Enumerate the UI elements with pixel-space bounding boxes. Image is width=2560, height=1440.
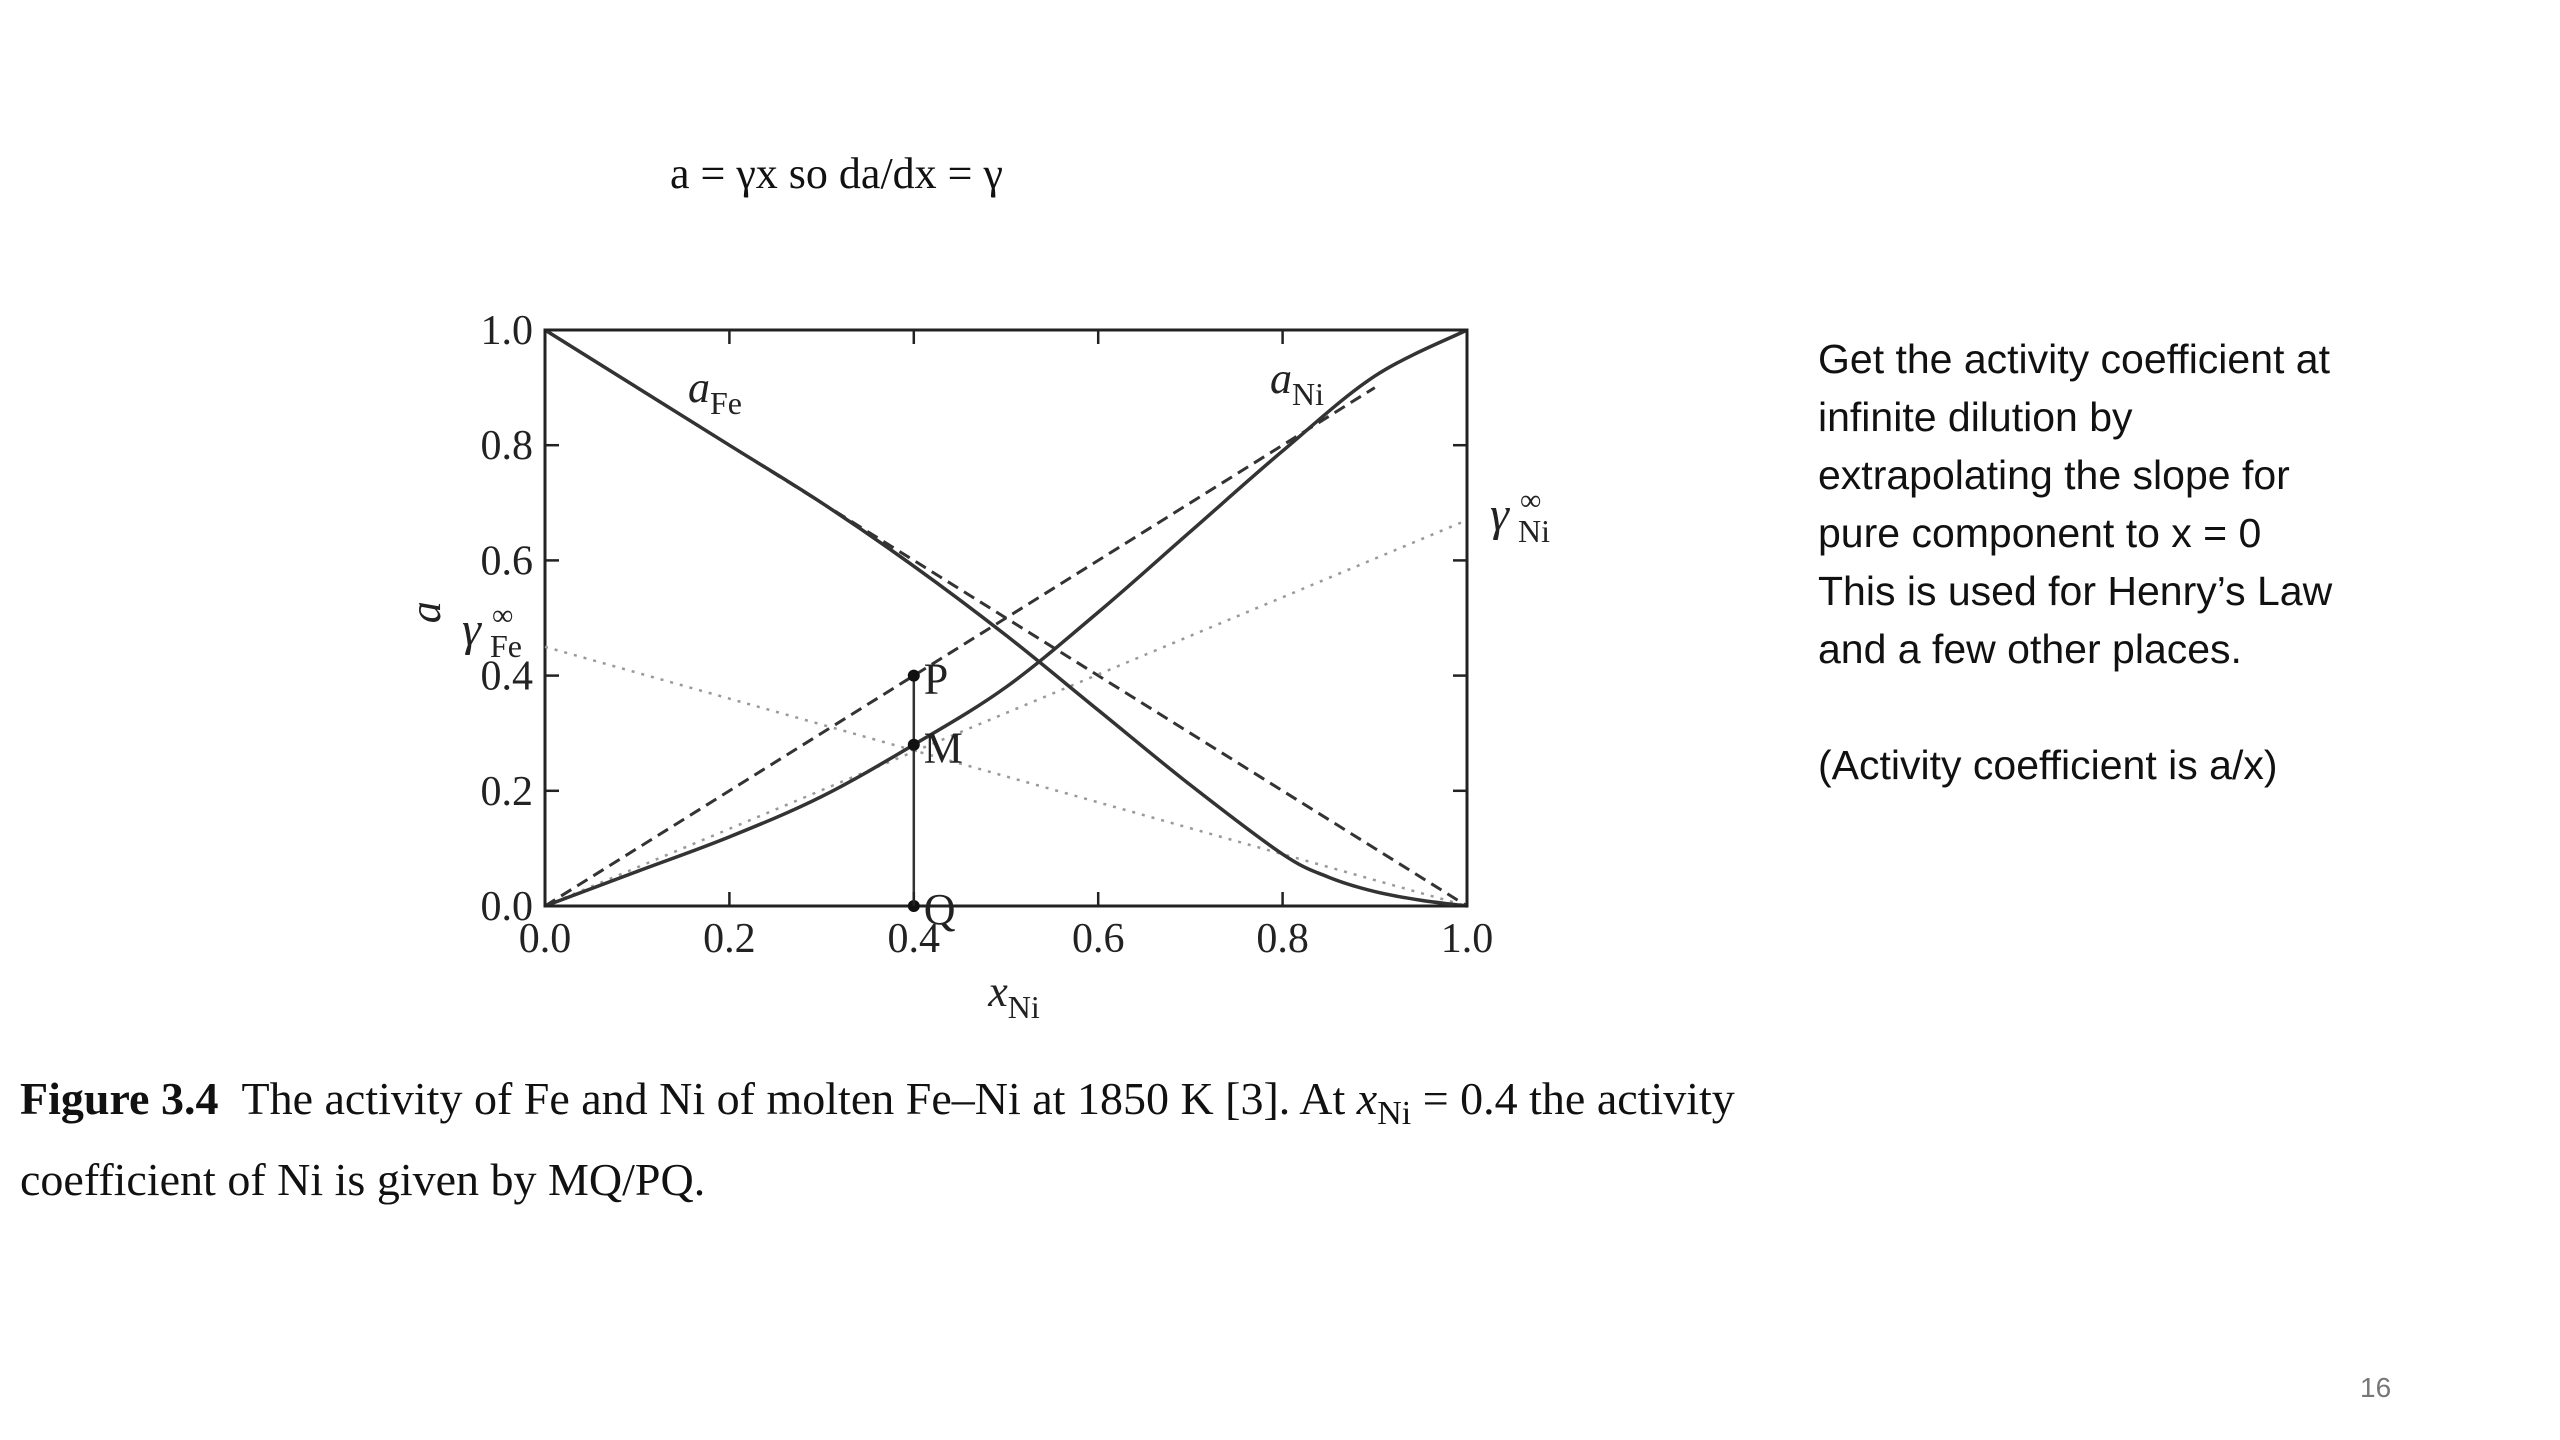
point-label-m: M (923, 723, 963, 773)
y-tick-label: 1.0 (480, 308, 533, 354)
note-line: infinite dilution by (1818, 394, 2133, 440)
caption-x-symbol: x (1356, 1073, 1378, 1124)
y-tick-label: 0.6 (480, 538, 533, 585)
figure-label: Figure 3.4 (20, 1073, 219, 1124)
ref-line-raoult-line-ni (545, 388, 1375, 906)
caption-text-2: = 0.4 the activity (1411, 1073, 1735, 1124)
x-tick-label: 1.0 (1440, 916, 1494, 962)
y-tick-label: 0.4 (480, 653, 533, 700)
note-spacer (1818, 678, 2498, 736)
gamma-superscript: ∞ (492, 599, 514, 632)
point-p (908, 670, 920, 682)
series-label-a-fe: $a_{Fe}$ (688, 363, 742, 421)
pq-segment-group (908, 670, 920, 912)
series-label-a-ni: $a_{Ni}$ (1270, 354, 1324, 412)
gamma-label-gamma-inf-ni (1490, 484, 1550, 549)
y-tick-label: 0.2 (480, 768, 533, 815)
point-m (908, 739, 920, 751)
point-label-p: P (923, 654, 949, 704)
gamma-label-gamma-inf-fe (462, 599, 522, 664)
gamma-symbol: γ (462, 603, 481, 656)
note-line: and a few other places. (1818, 626, 2242, 672)
x-axis-label: $x_{Ni}$ (988, 967, 1040, 1025)
ref-line-gamma-inf-ni (545, 520, 1467, 906)
chart-labels (401, 308, 1550, 1025)
note-line: (Activity coefficient is a/x) (1818, 742, 2278, 788)
equation-text: a = γx so da/dx = γ (670, 149, 1003, 198)
caption-text-1: The activity of Fe and Ni of molten Fe–Ni at 1850 K [3]. At (241, 1073, 1357, 1124)
figure-caption (20, 1066, 2020, 1213)
x-tick-label: 0.0 (518, 916, 572, 962)
x-tick-label: 0.2 (703, 916, 756, 962)
gamma-subscript: Fe (490, 628, 522, 664)
gamma-symbol: γ (1490, 488, 1509, 541)
x-tick-label: 0.8 (1256, 916, 1309, 962)
caption-line-2: coefficient of Ni is given by MQ/PQ. (20, 1154, 706, 1206)
note-line: Get the activity coefficient at (1818, 336, 2330, 382)
note-line: extrapolating the slope for (1818, 452, 2290, 498)
caption-x-subscript: Ni (1377, 1095, 1412, 1133)
gamma-subscript: Ni (1518, 513, 1550, 549)
y-tick-label: 0.8 (480, 423, 533, 470)
x-tick-label: 0.4 (887, 916, 941, 962)
y-tick-label: 0.0 (480, 884, 533, 930)
note-line: pure component to x = 0 (1818, 510, 2262, 556)
side-notes (1818, 330, 2498, 794)
y-axis-label: a (401, 601, 450, 624)
gamma-superscript: ∞ (1520, 484, 1542, 517)
point-label-q: Q (923, 885, 956, 934)
note-line: This is used for Henry’s Law (1818, 568, 2333, 614)
x-tick-label: 0.6 (1071, 916, 1125, 962)
slide-number: 16 (2360, 1372, 2392, 1403)
